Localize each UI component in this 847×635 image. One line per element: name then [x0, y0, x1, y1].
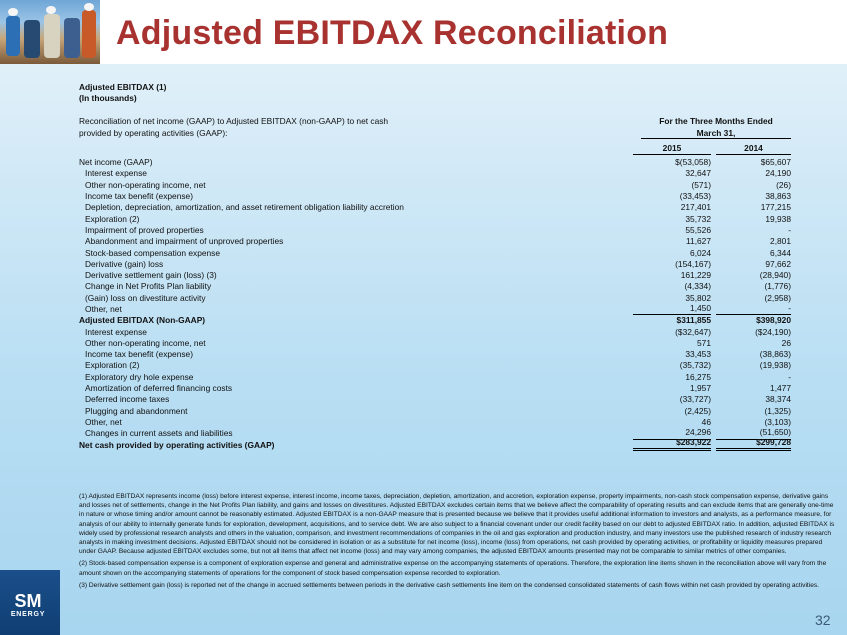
- row-label: (Gain) loss on divestiture activity: [85, 292, 206, 303]
- value-2015: 11,627: [686, 236, 711, 247]
- value-2015: (571): [691, 179, 711, 190]
- value-2014: 177,215: [760, 202, 791, 213]
- value-2015: (33,727): [679, 394, 711, 405]
- company-logo: [8, 592, 48, 632]
- table-row: [79, 315, 791, 326]
- value-2014: $398,920: [756, 315, 791, 326]
- row-label: Adjusted EBITDAX (Non-GAAP): [79, 315, 206, 326]
- value-2015: 217,401: [680, 202, 711, 213]
- value-2015: (35,732): [679, 360, 711, 371]
- row-label: Exploration (2): [85, 213, 140, 224]
- row-label: Impairment of proved properties: [85, 224, 204, 235]
- value-2014: $65,607: [760, 157, 791, 168]
- footnote-3: (3) Derivative settlement gain (loss) is reported net of the change in accrued settlements between periods in the derivative cash settlements line item on the condensed consolidated statements of cash flows within net cash provided by operating activities.: [79, 581, 819, 589]
- row-label: Abandonment and impairment of unproved properties: [85, 236, 284, 247]
- value-2015: 1,957: [690, 383, 711, 394]
- value-2015: 571: [697, 337, 711, 348]
- footnotes: [79, 492, 839, 593]
- table-row: [79, 248, 791, 259]
- table-row: [79, 259, 791, 270]
- value-2015: 16,275: [685, 371, 711, 382]
- value-2015: 32,647: [685, 168, 711, 179]
- table-row: [79, 157, 791, 168]
- column-header-2015: 2015: [633, 143, 711, 155]
- value-2014: ($24,190): [755, 326, 791, 337]
- value-2015: 6,024: [690, 247, 711, 258]
- row-label: Interest expense: [85, 168, 147, 179]
- value-2014: (19,938): [759, 360, 791, 371]
- table-row: [79, 361, 791, 372]
- value-2015: 33,453: [685, 349, 711, 360]
- value-2015: (33,453): [679, 191, 711, 202]
- row-label: Net cash provided by operating activities (GAAP): [79, 439, 275, 450]
- header-photo: [0, 0, 100, 64]
- page-number: 32: [815, 612, 831, 628]
- value-2015: (4,334): [684, 281, 711, 292]
- row-label: Exploration (2): [85, 360, 140, 371]
- row-label: Exploratory dry hole expense: [85, 371, 194, 382]
- value-2015: 46: [701, 416, 711, 427]
- recon-heading-line1: Reconciliation of net income (GAAP) to Adjusted EBITDAX (non-GAAP) to net cash: [79, 116, 389, 127]
- row-label: Net income (GAAP): [79, 157, 153, 168]
- page-title: Adjusted EBITDAX Reconciliation: [116, 14, 669, 52]
- table-row: [79, 327, 791, 338]
- table-row: [79, 282, 791, 293]
- value-2015: (154,167): [675, 258, 711, 269]
- footnote-2: (2) Stock-based compensation expense is a component of exploration expense and general and administrative expense on the accompanying statements of operations. Therefore, the exploration line items shown in the reconciliation above will vary from the amount shown on the accompanying statements of operations for the component of stock based compensation expense recorded to exploration.: [79, 560, 827, 577]
- row-label: Amortization of deferred financing costs: [85, 383, 233, 394]
- value-2015: 35,802: [685, 292, 711, 303]
- units-caption: (In thousands): [79, 93, 137, 104]
- table-row: [79, 372, 791, 383]
- table-row: [79, 383, 791, 394]
- value-2015: 35,732: [685, 213, 711, 224]
- value-2015: 161,229: [680, 270, 711, 281]
- logo-sm: SM: [14, 591, 42, 611]
- value-2015: (2,425): [684, 405, 711, 416]
- column-header-2014: 2014: [716, 143, 791, 155]
- row-label: Other non-operating income, net: [85, 337, 206, 348]
- value-2014: -: [788, 224, 791, 235]
- table-row: [79, 304, 791, 315]
- row-label: Derivative settlement gain (loss) (3): [85, 270, 217, 281]
- logo-energy: ENERGY: [10, 611, 46, 618]
- value-2014: (51,650): [716, 427, 791, 439]
- value-2014: 38,863: [765, 191, 791, 202]
- value-2014: 26: [781, 337, 791, 348]
- value-2014: -: [788, 371, 791, 382]
- year-header-row: [79, 144, 791, 155]
- value-2015: ($32,647): [675, 326, 711, 337]
- row-label: Other, net: [85, 416, 122, 427]
- value-2015: $(53,058): [675, 157, 711, 168]
- value-2014: $299,728: [716, 437, 791, 451]
- row-label: Income tax benefit (expense): [85, 191, 194, 202]
- value-2014: 2,801: [770, 236, 791, 247]
- row-label: Plugging and abandonment: [85, 405, 188, 416]
- table-row: [79, 180, 791, 191]
- value-2014: 1,477: [770, 383, 791, 394]
- reconciliation-table: [79, 82, 791, 451]
- table-row: [79, 394, 791, 405]
- period-header: For the Three Months Ended: [659, 116, 773, 127]
- value-2015: $283,922: [633, 437, 711, 451]
- value-2015: 24,296: [633, 427, 711, 439]
- row-label: Stock-based compensation expense: [85, 247, 221, 258]
- value-2015: 1,450: [633, 303, 711, 315]
- row-label: Derivative (gain) loss: [85, 258, 164, 269]
- row-label: Income tax benefit (expense): [85, 349, 194, 360]
- table-row: [79, 270, 791, 281]
- value-2014: (38,863): [759, 349, 791, 360]
- value-2014: 6,344: [770, 247, 791, 258]
- value-2014: 97,662: [765, 258, 791, 269]
- value-2014: (1,776): [764, 281, 791, 292]
- row-label: Other non-operating income, net: [85, 179, 206, 190]
- table-row: [79, 202, 791, 213]
- value-2014: (26): [776, 179, 791, 190]
- table-row: [79, 436, 791, 451]
- row-label: Depletion, depreciation, amortization, and asset retirement obligation liability accretion: [85, 202, 404, 213]
- value-2014: 24,190: [765, 168, 791, 179]
- table-row: [79, 236, 791, 247]
- recon-heading-line2: provided by operating activities (GAAP):: [79, 127, 228, 138]
- value-2014: (3,103): [764, 416, 791, 427]
- table-row: [79, 169, 791, 180]
- period-date-header: March 31,: [641, 128, 791, 139]
- table-row: [79, 225, 791, 236]
- table-caption: Adjusted EBITDAX (1): [79, 82, 167, 92]
- row-label: Deferred income taxes: [85, 394, 170, 405]
- footnote-1: (1) Adjusted EBITDAX represents income (loss) before interest expense, interest income, income taxes, depreciation, depletion, amortization, and accretion, exploration expense, property impairments, non-cash stock compensation expense, derivative gains and losses net of settlements, change in the Net Profits Plan liability, and gains and losses on divestitures. Adjusted EBITDAX excludes certain items that we believe affect the comparability of operating results and can exclude items that are generally one-time in nature or whose timing and/or amount cannot be reasonably estimated. Adjusted EBITDAX is a non-GAAP measure that is presented because we believe that it provides useful additional information to investors and analysts, as a performance measure, for analysis of our ability to internally generate funds for exploration, development, acquisitions, and to service debt. We are also subject to a financial covenant under our credit facility based on our debt to adjusted EBITDAX ratio. In addition, adjusted EBITDAX is widely used by professional research analysts and others in the valuation, comparison, and investment recommendations of companies in the oil and gas exploration and production industry, and many investors use the published research of industry research analysts in making investment decisions. Adjusted EBITDAX should not be considered in isolation or as a substitute for net income (loss), income (loss) from operations, net cash provided by operating activities, or profitability or liquidity measures prepared under GAAP. Because adjusted EBITDAX excludes some, but not all items that affect net income (loss) and may vary among companies, the adjusted EBITDAX amounts presented may not be comparable to similar metrics of other companies.: [79, 493, 835, 556]
- value-2015: 55,526: [685, 224, 711, 235]
- table-row: [79, 214, 791, 225]
- row-label: Changes in current assets and liabilities: [85, 428, 233, 439]
- value-2014: 38,374: [765, 394, 791, 405]
- table-row: [79, 406, 791, 417]
- header-bar: [0, 0, 847, 64]
- row-label: Other, net: [85, 304, 122, 314]
- row-label: Interest expense: [85, 326, 147, 337]
- table-row: [79, 191, 791, 202]
- value-2015: $311,855: [676, 315, 711, 326]
- value-2014: -: [716, 303, 791, 315]
- value-2014: (1,325): [764, 405, 791, 416]
- value-2014: 19,938: [765, 213, 791, 224]
- table-row: [79, 338, 791, 349]
- value-2014: (2,958): [764, 292, 791, 303]
- table-row: [79, 349, 791, 360]
- value-2014: (28,940): [759, 270, 791, 281]
- row-label: Change in Net Profits Plan liability: [85, 281, 212, 292]
